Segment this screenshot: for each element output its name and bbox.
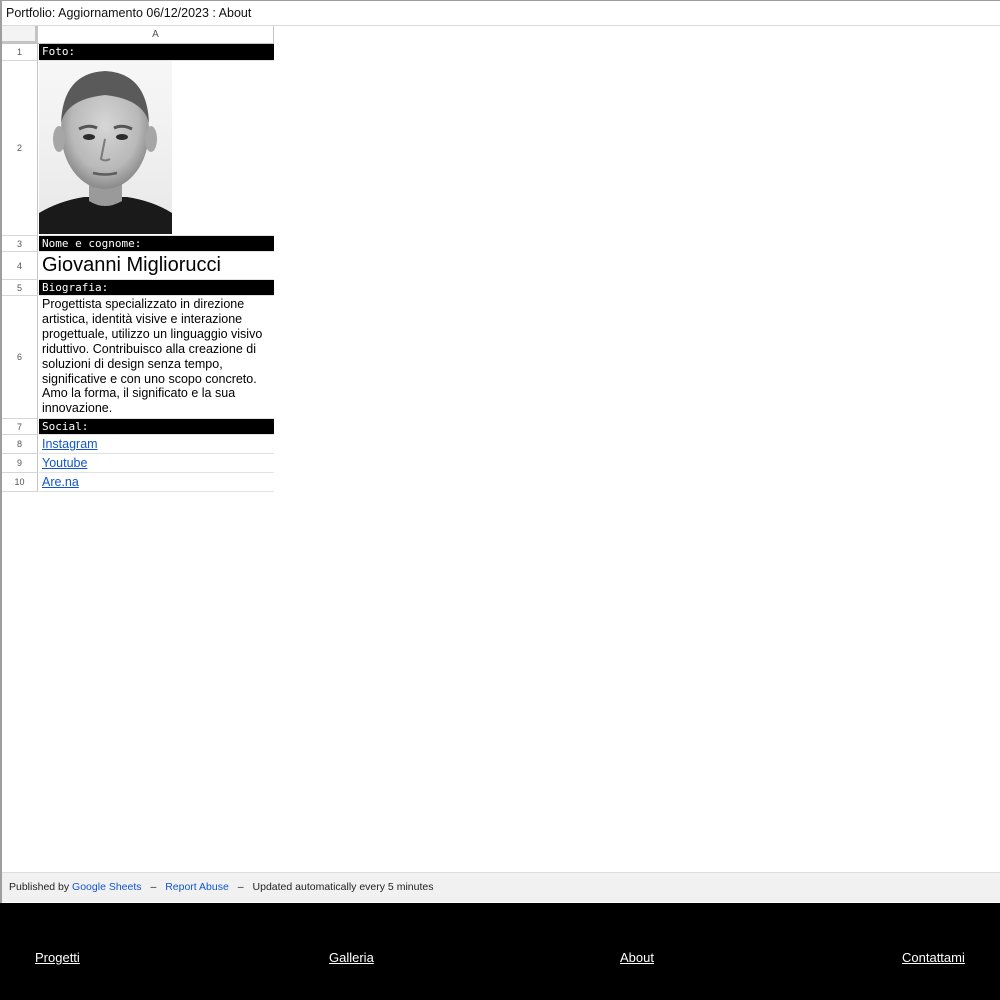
nav-about[interactable]: About — [620, 950, 654, 965]
row-header-8[interactable]: 8 — [2, 435, 38, 454]
name-label-cell: Nome e cognome: — [39, 236, 274, 252]
footer-separator: – — [237, 881, 244, 893]
portrait-photo — [39, 61, 172, 234]
document-title: Portfolio: Aggiornamento 06/12/2023 : About — [6, 6, 252, 20]
row-header-6[interactable]: 6 — [2, 296, 38, 419]
biography-cell: Progettista specializzato in direzione artistica, identità visive e interazione progettuale, utilizzo un linguaggio visivo riduttivo. Contribuisco alla creazione di soluzioni di design senza tempo, significative e con uno scopo concreto. Amo la forma, il significato e la sua innovazione. — [39, 296, 274, 419]
bio-label-cell: Biografia: — [39, 280, 274, 296]
nav-progetti[interactable]: Progetti — [35, 950, 80, 965]
published-by-text: Published by — [9, 881, 70, 893]
column-header-a[interactable]: A — [38, 26, 274, 44]
footer-separator: – — [150, 881, 157, 893]
photo-label-cell: Foto: — [39, 44, 274, 61]
youtube-link[interactable]: Youtube — [42, 456, 88, 470]
arena-cell — [39, 473, 274, 492]
row-header-5[interactable]: 5 — [2, 280, 38, 296]
arena-link[interactable]: Are.na — [42, 475, 79, 489]
google-sheets-link[interactable]: Google Sheets — [72, 881, 142, 893]
row-header-9[interactable]: 9 — [2, 454, 38, 473]
row-header-2[interactable]: 2 — [2, 61, 38, 236]
row-header-3[interactable]: 3 — [2, 236, 38, 252]
youtube-cell — [39, 454, 274, 473]
nav-galleria[interactable]: Galleria — [329, 950, 374, 965]
row-header-4[interactable]: 4 — [2, 252, 38, 280]
row-header-10[interactable]: 10 — [2, 473, 38, 492]
site-navigation — [0, 903, 1000, 1000]
instagram-link[interactable]: Instagram — [42, 437, 98, 451]
select-all-corner[interactable] — [2, 26, 38, 44]
row-header-1[interactable]: 1 — [2, 44, 38, 61]
full-name-cell: Giovanni Migliorucci — [39, 252, 274, 280]
report-abuse-link[interactable]: Report Abuse — [165, 881, 229, 893]
publish-footer — [2, 872, 1000, 902]
social-label-cell: Social: — [39, 419, 274, 435]
instagram-cell — [39, 435, 274, 454]
nav-contattami[interactable]: Contattami — [902, 950, 965, 965]
row-header-7[interactable]: 7 — [2, 419, 38, 435]
photo-cell — [39, 61, 274, 236]
update-interval-text: Updated automatically every 5 minutes — [252, 881, 434, 893]
